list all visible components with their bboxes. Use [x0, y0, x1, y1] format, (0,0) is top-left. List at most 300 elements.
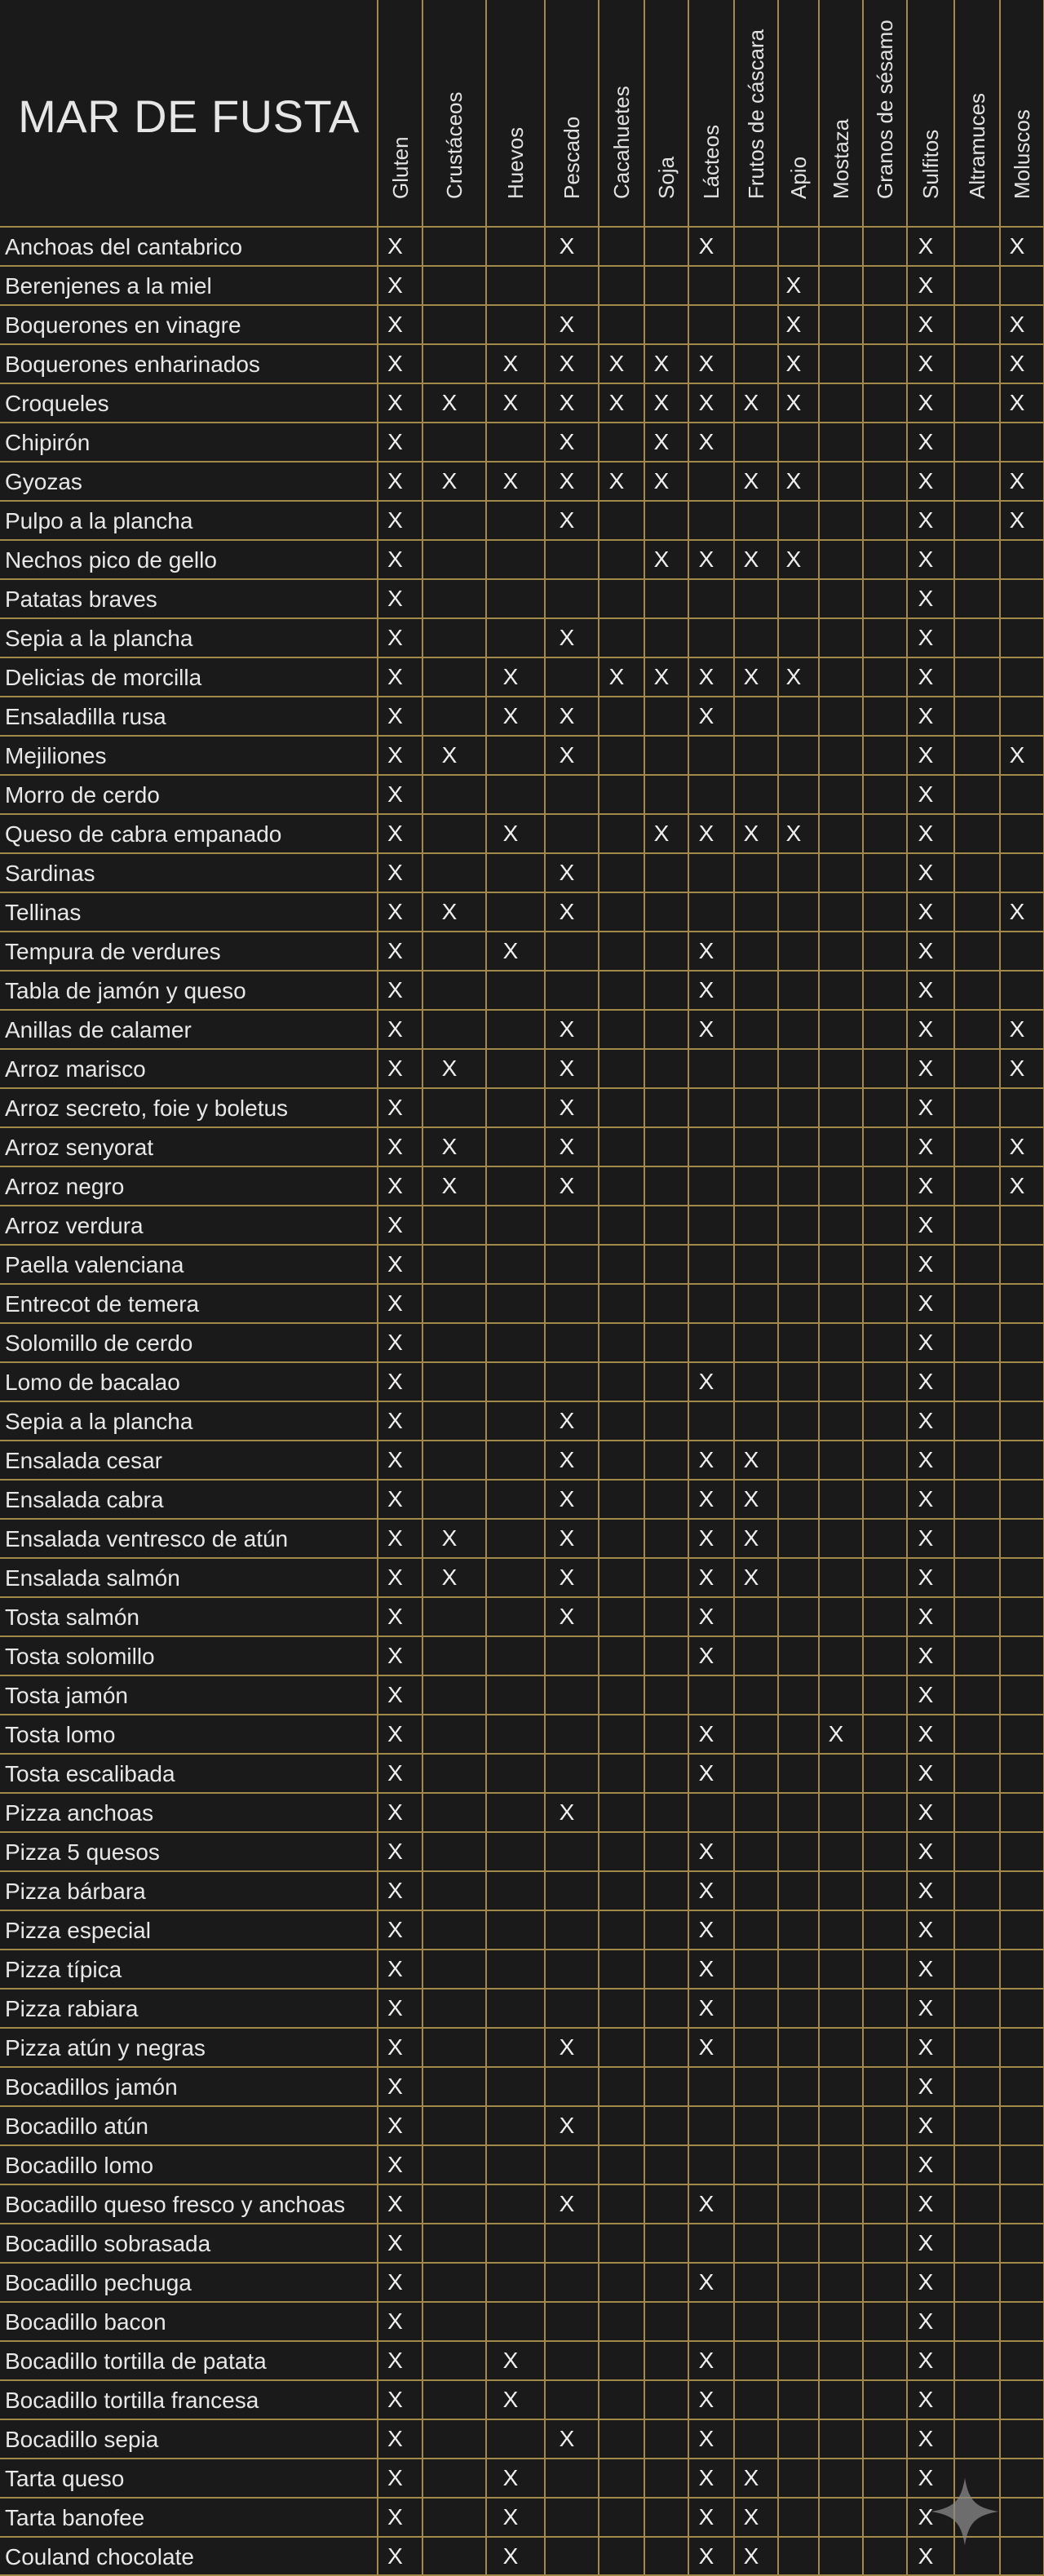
allergen-mark: X: [1009, 1056, 1025, 1081]
grid-row-line: [0, 2066, 1044, 2068]
allergen-mark: X: [653, 664, 670, 689]
allergen-mark: X: [387, 2191, 403, 2216]
dish-name: Sardinas: [5, 861, 95, 886]
allergen-mark: X: [387, 1995, 403, 2021]
allergen-mark: X: [387, 1251, 403, 1277]
grid-row-line: [0, 226, 1044, 228]
allergen-mark: X: [559, 742, 575, 768]
grid-row-line: [0, 1870, 1044, 1872]
grid-row-line: [0, 1087, 1044, 1089]
dish-name: Sepia a la plancha: [5, 1409, 193, 1434]
allergen-mark: X: [387, 1330, 403, 1355]
allergen-mark: X: [918, 547, 934, 572]
allergen-label: Mostaza: [829, 118, 853, 199]
grid-column-line: [862, 0, 864, 2576]
allergen-mark: X: [743, 547, 759, 572]
allergen-mark: X: [698, 2269, 714, 2295]
grid-row-line: [0, 2184, 1044, 2185]
allergen-mark: X: [559, 703, 575, 728]
allergen-mark: X: [559, 1447, 575, 1472]
grid-row-line: [0, 500, 1044, 502]
allergen-mark: X: [387, 2152, 403, 2177]
allergen-mark: X: [559, 1056, 575, 1081]
allergen-mark: X: [559, 1408, 575, 1433]
dish-name: Bocadillo lomo: [5, 2153, 154, 2178]
allergen-mark: X: [502, 468, 519, 494]
allergen-mark: X: [387, 2308, 403, 2334]
allergen-mark: X: [387, 2387, 403, 2412]
allergen-mark: X: [387, 1447, 403, 1472]
allergen-mark: X: [387, 742, 403, 768]
allergen-mark: X: [743, 468, 759, 494]
allergen-mark: X: [918, 1995, 934, 2021]
dish-name: Ensalada ventresco de atún: [5, 1526, 289, 1551]
allergen-mark: X: [387, 1956, 403, 1981]
allergen-mark: X: [918, 1330, 934, 1355]
allergen-header-14: [1000, 0, 1044, 227]
allergen-label: Moluscos: [1010, 109, 1034, 199]
allergen-mark: X: [698, 1369, 714, 1394]
allergen-mark: X: [785, 821, 802, 846]
allergen-label: Altramuces: [965, 92, 989, 199]
grid-row-line: [0, 1753, 1044, 1755]
allergen-mark: X: [387, 1682, 403, 1707]
grid-row-line: [0, 892, 1044, 893]
allergen-mark: X: [918, 2543, 934, 2569]
allergen-mark: X: [559, 1604, 575, 1629]
allergen-mark: X: [918, 1486, 934, 1512]
allergen-mark: X: [918, 1878, 934, 1903]
allergen-mark: X: [918, 2308, 934, 2334]
grid-row-line: [0, 539, 1044, 541]
allergen-mark: X: [387, 2269, 403, 2295]
dish-name: Pizza atún y negras: [5, 2035, 206, 2060]
allergen-mark: X: [918, 2387, 934, 2412]
allergen-mark: X: [608, 664, 625, 689]
allergen-mark: X: [918, 781, 934, 807]
allergen-mark: X: [387, 586, 403, 611]
allergen-mark: X: [918, 2152, 934, 2177]
dish-name: Tabla de jamón y queso: [5, 978, 246, 1003]
allergen-mark: X: [387, 938, 403, 963]
allergen-mark: X: [559, 1486, 575, 1512]
allergen-mark: X: [785, 312, 802, 337]
dish-name: Bocadillo queso fresco y anchoas: [5, 2192, 346, 2217]
allergen-mark: X: [387, 2504, 403, 2530]
allergen-mark: X: [441, 390, 458, 415]
dish-name: Ensalada cesar: [5, 1448, 163, 1473]
grid-row-line: [0, 1126, 1044, 1128]
grid-row-line: [0, 2301, 1044, 2303]
allergen-mark: X: [559, 2113, 575, 2138]
allergen-mark: X: [785, 390, 802, 415]
allergen-mark: X: [387, 1369, 403, 1394]
restaurant-title: MAR DE FUSTA: [18, 90, 360, 142]
allergen-mark: X: [502, 390, 519, 415]
allergen-header-7: [688, 0, 734, 227]
dish-name: Entrecot de temera: [5, 1291, 200, 1317]
grid-row-line: [0, 2419, 1044, 2420]
allergen-mark: X: [387, 1878, 403, 1903]
dish-name: Bocadillo pechuga: [5, 2270, 192, 2295]
dish-name: Mejiliones: [5, 743, 107, 768]
dish-name: Anchoas del cantabrico: [5, 234, 243, 259]
allergen-mark: X: [1009, 312, 1025, 337]
allergen-mark: X: [918, 1565, 934, 1590]
allergen-mark: X: [387, 821, 403, 846]
grid-row-line: [0, 343, 1044, 345]
allergen-mark: X: [918, 1173, 934, 1198]
allergen-mark: X: [918, 390, 934, 415]
allergen-mark: X: [698, 2504, 714, 2530]
grid-row-line: [0, 1166, 1044, 1167]
allergen-mark: X: [387, 2113, 403, 2138]
allergen-mark: X: [698, 2426, 714, 2451]
allergen-mark: X: [918, 429, 934, 454]
grid-column-line: [818, 0, 820, 2576]
grid-column-line: [733, 0, 735, 2576]
allergen-mark: X: [387, 2426, 403, 2451]
dish-name: Bocadillo tortilla de patata: [5, 2348, 267, 2374]
grid-row-line: [0, 1635, 1044, 1637]
dish-name: Tempura de verdures: [5, 939, 221, 964]
dish-name: Pizza anchoas: [5, 1800, 154, 1826]
grid-row-line: [0, 1205, 1044, 1206]
allergen-mark: X: [918, 1917, 934, 1942]
allergen-mark: X: [502, 2504, 519, 2530]
allergen-mark: X: [785, 351, 802, 376]
allergen-label: Pescado: [560, 116, 584, 199]
dish-name: Patatas braves: [5, 586, 157, 612]
dish-name: Gyozas: [5, 469, 82, 494]
dish-name: Pizza especial: [5, 1918, 151, 1943]
allergen-mark: X: [653, 547, 670, 572]
dish-name: Ensalada salmón: [5, 1565, 180, 1591]
allergen-mark: X: [441, 1056, 458, 1081]
dish-name: Bocadillos jamón: [5, 2074, 178, 2100]
allergen-mark: X: [698, 1643, 714, 1668]
grid-row-line: [0, 2458, 1044, 2459]
dish-name: Pizza típica: [5, 1957, 122, 1982]
allergen-mark: X: [1009, 1173, 1025, 1198]
allergen-mark: X: [698, 390, 714, 415]
allergen-header-4: [545, 0, 599, 227]
allergen-mark: X: [918, 1447, 934, 1472]
allergen-mark: X: [387, 1839, 403, 1864]
allergen-mark: X: [387, 233, 403, 259]
grid-row-line: [0, 1949, 1044, 1950]
allergen-mark: X: [918, 703, 934, 728]
allergen-mark: X: [387, 468, 403, 494]
allergen-header-1: [378, 0, 422, 227]
allergen-label: Crustáceos: [442, 91, 467, 199]
grid-row-line: [0, 383, 1044, 384]
allergen-mark: X: [918, 1016, 934, 1042]
allergen-mark: X: [698, 1486, 714, 1512]
dish-name: Arroz secreto, foie y boletus: [5, 1095, 289, 1121]
grid-row-line: [0, 970, 1044, 972]
allergen-mark: X: [918, 2465, 934, 2490]
allergen-mark: X: [502, 821, 519, 846]
dish-name: Tellinas: [5, 900, 82, 925]
grid-row-line: [0, 1322, 1044, 1324]
allergen-mark: X: [387, 1760, 403, 1786]
dish-name: Tosta escalibada: [5, 1761, 175, 1786]
grid-row-line: [0, 774, 1044, 776]
allergen-mark: X: [785, 547, 802, 572]
allergen-mark: X: [559, 1565, 575, 1590]
dish-name: Croqueles: [5, 391, 109, 416]
allergen-mark: X: [918, 1643, 934, 1668]
allergen-mark: X: [698, 703, 714, 728]
grid-row-line: [0, 1792, 1044, 1794]
allergen-mark: X: [559, 390, 575, 415]
allergen-mark: X: [918, 233, 934, 259]
allergen-mark: X: [698, 1447, 714, 1472]
allergen-mark: X: [559, 860, 575, 885]
allergen-mark: X: [918, 2426, 934, 2451]
allergen-mark: X: [608, 468, 625, 494]
grid-row-line: [0, 1244, 1044, 1246]
allergen-mark: X: [918, 1056, 934, 1081]
allergen-mark: X: [918, 1525, 934, 1551]
allergen-mark: X: [918, 1799, 934, 1825]
allergen-mark: X: [502, 351, 519, 376]
grid-column-line: [422, 0, 423, 2576]
allergen-mark: X: [918, 2034, 934, 2060]
allergen-mark: X: [743, 1486, 759, 1512]
dish-name: Tarta banofee: [5, 2505, 145, 2530]
allergen-mark: X: [559, 2191, 575, 2216]
dish-name: Tosta jamón: [5, 1683, 128, 1708]
allergen-mark: X: [387, 2465, 403, 2490]
allergen-mark: X: [918, 2348, 934, 2373]
allergen-mark: X: [743, 390, 759, 415]
allergen-mark: X: [918, 2074, 934, 2099]
allergen-mark: X: [918, 312, 934, 337]
allergen-mark: X: [559, 351, 575, 376]
allergen-mark: X: [918, 1408, 934, 1433]
allergen-mark: X: [698, 1995, 714, 2021]
allergen-mark: X: [653, 429, 670, 454]
grid-row-line: [0, 2105, 1044, 2107]
allergen-mark: X: [387, 390, 403, 415]
allergen-mark: X: [441, 899, 458, 924]
allergen-mark: X: [502, 664, 519, 689]
allergen-mark: X: [698, 938, 714, 963]
allergen-mark: X: [828, 1721, 844, 1746]
allergen-mark: X: [502, 2543, 519, 2569]
grid-row-line: [0, 304, 1044, 306]
allergen-header-11: [863, 0, 907, 227]
allergen-mark: X: [698, 2387, 714, 2412]
allergen-mark: X: [387, 1212, 403, 1237]
grid-row-line: [0, 2340, 1044, 2342]
grid-row-line: [0, 1518, 1044, 1520]
grid-row-line: [0, 1401, 1044, 1402]
grid-row-line: [0, 1714, 1044, 1715]
allergen-mark: X: [387, 664, 403, 689]
allergen-mark: X: [918, 1839, 934, 1864]
allergen-mark: X: [698, 1878, 714, 1903]
grid-row-line: [0, 2497, 1044, 2499]
allergen-mark: X: [1009, 390, 1025, 415]
allergen-header-12: [907, 0, 954, 227]
allergen-mark: X: [559, 468, 575, 494]
allergen-mark: X: [608, 351, 625, 376]
allergen-mark: X: [502, 703, 519, 728]
allergen-mark: X: [918, 1212, 934, 1237]
allergen-mark: X: [387, 1016, 403, 1042]
allergen-mark: X: [918, 821, 934, 846]
grid-row-line: [0, 1479, 1044, 1481]
allergen-mark: X: [387, 1486, 403, 1512]
allergen-mark: X: [698, 1016, 714, 1042]
dish-name: Pizza 5 quesos: [5, 1839, 160, 1865]
grid-row-line: [0, 1361, 1044, 1363]
allergen-mark: X: [743, 664, 759, 689]
dish-name: Arroz negro: [5, 1174, 125, 1199]
sparkle-icon: [928, 2475, 1002, 2548]
allergen-mark: X: [387, 2074, 403, 2099]
allergen-mark: X: [743, 1525, 759, 1551]
allergen-mark: X: [387, 2034, 403, 2060]
allergen-mark: X: [698, 1721, 714, 1746]
allergen-mark: X: [698, 2465, 714, 2490]
grid-row-line: [0, 813, 1044, 815]
dish-name: Morro de cerdo: [5, 782, 160, 808]
grid-row-line: [0, 461, 1044, 463]
dish-name: Pulpo a la plancha: [5, 508, 193, 533]
allergen-mark: X: [698, 821, 714, 846]
allergen-mark: X: [1009, 1134, 1025, 1159]
allergen-mark: X: [918, 1604, 934, 1629]
grid-column-line: [906, 0, 908, 2576]
allergen-mark: X: [743, 1447, 759, 1472]
allergen-mark: X: [387, 351, 403, 376]
allergen-mark: X: [918, 1369, 934, 1394]
allergen-mark: X: [918, 2113, 934, 2138]
allergen-mark: X: [918, 1956, 934, 1981]
allergen-mark: X: [387, 1173, 403, 1198]
allergen-label: Lácteos: [699, 124, 723, 199]
allergen-header-5: [599, 0, 644, 227]
allergen-mark: X: [785, 468, 802, 494]
dish-name: Boquerones en vinagre: [5, 312, 241, 338]
allergen-mark: X: [559, 1799, 575, 1825]
allergen-mark: X: [559, 507, 575, 533]
allergen-mark: X: [785, 272, 802, 298]
allergen-mark: X: [918, 1760, 934, 1786]
grid-row-line: [0, 2027, 1044, 2029]
grid-row-line: [0, 265, 1044, 267]
allergen-mark: X: [698, 1525, 714, 1551]
allergen-mark: X: [918, 2191, 934, 2216]
allergen-mark: X: [387, 1721, 403, 1746]
allergen-mark: X: [918, 742, 934, 768]
allergen-mark: X: [502, 2348, 519, 2373]
allergen-mark: X: [918, 938, 934, 963]
allergen-header-8: [734, 0, 778, 227]
allergen-mark: X: [387, 429, 403, 454]
dish-name: Bocadillo atún: [5, 2113, 148, 2139]
allergen-mark: X: [441, 1173, 458, 1198]
dish-name: Paella valenciana: [5, 1252, 184, 1277]
grid-column-line: [777, 0, 779, 2576]
allergen-mark: X: [387, 1525, 403, 1551]
grid-row-line: [0, 696, 1044, 697]
allergen-label: Gluten: [387, 136, 413, 199]
allergen-mark: X: [743, 821, 759, 846]
allergen-mark: X: [918, 507, 934, 533]
allergen-mark: X: [387, 1604, 403, 1629]
allergen-header-9: [778, 0, 819, 227]
allergen-mark: X: [387, 977, 403, 1003]
allergen-mark: X: [559, 2426, 575, 2451]
grid-row-line: [0, 735, 1044, 737]
allergen-mark: X: [918, 1721, 934, 1746]
dish-name: Bocadillo tortilla francesa: [5, 2388, 259, 2413]
grid-column-line: [644, 0, 645, 2576]
grid-row-line: [0, 2379, 1044, 2381]
grid-row-line: [0, 422, 1044, 423]
allergen-mark: X: [387, 507, 403, 533]
dish-name: Delicias de morcilla: [5, 665, 202, 690]
allergen-mark: X: [653, 390, 670, 415]
allergen-mark: X: [918, 2504, 934, 2530]
dish-name: Bocadillo sepia: [5, 2427, 159, 2452]
allergen-mark: X: [743, 2504, 759, 2530]
allergen-mark: X: [698, 2348, 714, 2373]
allergen-mark: X: [918, 1290, 934, 1316]
allergen-header-2: [422, 0, 486, 227]
allergen-mark: X: [1009, 351, 1025, 376]
allergen-mark: X: [1009, 507, 1025, 533]
allergen-mark: X: [1009, 899, 1025, 924]
grid-row-line: [0, 2262, 1044, 2264]
allergen-mark: X: [559, 899, 575, 924]
grid-row-line: [0, 2536, 1044, 2538]
allergen-mark: X: [698, 351, 714, 376]
allergen-header-6: [644, 0, 688, 227]
allergen-mark: X: [502, 2465, 519, 2490]
allergen-mark: X: [1009, 742, 1025, 768]
allergen-mark: X: [918, 272, 934, 298]
dish-name: Chipirón: [5, 430, 91, 455]
allergen-mark: X: [502, 2387, 519, 2412]
allergen-mark: X: [698, 1565, 714, 1590]
grid-row-line: [0, 1596, 1044, 1598]
allergen-label: Cacahuetes: [609, 86, 634, 199]
allergen-mark: X: [698, 2543, 714, 2569]
grid-row-line: [0, 1283, 1044, 1285]
grid-column-line: [485, 0, 487, 2576]
grid-row-line: [0, 1831, 1044, 1833]
allergen-mark: X: [653, 468, 670, 494]
grid-row-line: [0, 1009, 1044, 1011]
allergen-mark: X: [918, 2269, 934, 2295]
grid-row-line: [0, 931, 1044, 932]
grid-row-line: [0, 2223, 1044, 2224]
allergen-mark: X: [698, 977, 714, 1003]
dish-name: Couland chocolate: [5, 2544, 194, 2569]
dish-name: Pizza rabiara: [5, 1996, 139, 2021]
dish-name: Tosta lomo: [5, 1722, 116, 1747]
dish-name: Anillas de calamer: [5, 1017, 192, 1042]
allergen-mark: X: [387, 1565, 403, 1590]
grid-column-line: [953, 0, 955, 2576]
dish-name: Arroz verdura: [5, 1213, 144, 1238]
